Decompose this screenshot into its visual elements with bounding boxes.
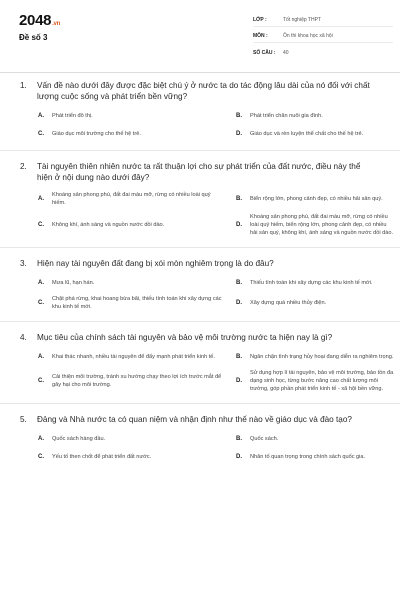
option-letter: D. (236, 378, 242, 384)
option-grid (20, 433, 380, 463)
option-grid (20, 277, 380, 311)
option-d[interactable] (236, 369, 400, 393)
question-divider (0, 247, 400, 248)
question-divider (0, 321, 400, 322)
meta-row-subject (253, 30, 393, 43)
exam-number: Đề số 3 (19, 33, 48, 42)
option-d[interactable] (236, 213, 400, 237)
option-letter: B. (236, 354, 242, 360)
option-c[interactable] (38, 451, 236, 463)
meta-label: SỐ CÂU : (253, 49, 276, 56)
option-grid (20, 191, 394, 237)
option-letter: C. (38, 378, 44, 384)
option-c[interactable] (38, 128, 236, 140)
question-2 (0, 161, 400, 237)
option-text: Mưa lũ, hạn hán. (52, 280, 95, 286)
question-text: Vấn đề nào dưới đây được đặc biệt chú ý ở nước ta do tác động lâu dài của nó đối với chất lượng cuộc sống và phát triển bền vững? (37, 81, 370, 101)
option-grid (20, 351, 394, 393)
option-letter: D. (236, 222, 242, 228)
question-3 (0, 258, 400, 311)
option-text: Yếu tố then chốt để phát triển đất nước. (52, 454, 152, 460)
exam-meta (253, 14, 393, 62)
option-letter: A. (38, 354, 44, 360)
option-text: Khai thác nhanh, nhiều tài nguyên để đẩy mạnh phát triển kinh tế. (52, 354, 215, 360)
option-a[interactable] (38, 277, 236, 289)
question-stem (20, 161, 380, 183)
option-letter: B. (236, 113, 242, 119)
option-b[interactable] (236, 433, 400, 445)
option-text: Giáo dục môi trường cho thế hệ trẻ. (52, 131, 141, 137)
option-letter: D. (236, 131, 242, 137)
meta-row-class (253, 14, 393, 27)
question-5 (0, 414, 400, 463)
question-stem (20, 414, 380, 425)
site-logo[interactable] (19, 12, 60, 29)
option-letter: D. (236, 454, 242, 460)
option-text: Quốc sách hàng đầu. (52, 436, 106, 442)
question-number: 2. (20, 162, 27, 171)
option-text: Thiếu tính toán khi xây dựng các khu kinh tế mới. (250, 280, 373, 286)
option-c[interactable] (38, 369, 236, 393)
meta-label: MÔN : (253, 33, 268, 39)
option-a[interactable] (38, 191, 236, 207)
question-number: 3. (20, 259, 27, 268)
option-b[interactable] (236, 191, 400, 207)
option-c[interactable] (38, 295, 236, 311)
question-number: 5. (20, 415, 27, 424)
option-b[interactable] (236, 277, 400, 289)
question-stem (20, 332, 380, 343)
option-grid (20, 110, 380, 140)
question-number: 1. (20, 81, 27, 90)
option-letter: D. (236, 300, 242, 306)
option-text: Xây dựng quá nhiều thủy điện. (250, 300, 327, 306)
question-stem (20, 80, 380, 102)
option-text: Cải thiện môi trường, tránh xu hướng chạy theo lợi ích trước mắt để gây hại cho môi trường. (52, 374, 222, 388)
meta-value: Ôn thi khoa học xã hội (283, 33, 333, 39)
option-a[interactable] (38, 433, 236, 445)
option-d[interactable] (236, 128, 400, 140)
option-text: Nhân tố quan trọng trong chính sách quốc gia. (250, 454, 366, 460)
meta-value: Tốt nghiệp THPT (283, 17, 321, 23)
option-text: Phát triển đô thị. (52, 113, 93, 119)
option-letter: A. (38, 280, 44, 286)
question-number: 4. (20, 333, 27, 342)
meta-row-count (253, 46, 393, 59)
meta-label: LỚP : (253, 17, 267, 23)
option-c[interactable] (38, 213, 236, 237)
option-letter: B. (236, 196, 242, 202)
option-b[interactable] (236, 351, 400, 363)
question-text: Mục tiêu của chính sách tài nguyên và bảo vệ môi trường nước ta hiện nay là gì? (37, 333, 333, 342)
question-text: Đảng và Nhà nước ta có quan niệm và nhận định như thế nào về giáo dục và đào tạo? (37, 415, 352, 424)
question-1 (0, 80, 400, 140)
question-list (0, 80, 400, 463)
option-text: Khoáng sản phong phú, đất đai màu mỡ, rừng có nhiều loài quý hiếm. (52, 192, 211, 206)
option-letter: C. (38, 222, 44, 228)
option-letter: C. (38, 454, 44, 460)
option-letter: A. (38, 113, 44, 119)
logo-text: 2048 (19, 12, 52, 29)
option-d[interactable] (236, 295, 400, 311)
option-text: Ngăn chặn tình trạng hủy hoại đang diễn ra nghiêm trọng. (250, 354, 394, 360)
option-letter: C. (38, 300, 44, 306)
question-divider (0, 403, 400, 404)
question-text: Hiện nay tài nguyên đất đang bị xói mòn nghiêm trọng là do đâu? (37, 259, 274, 268)
option-text: Không khí, ánh sáng và nguồn nước dồi dào. (52, 222, 165, 228)
header-divider (0, 72, 400, 73)
question-text: Tài nguyên thiên nhiên nước ta rất thuận lợi cho sự phát triển của đất nước, điều này thể hiện ở nội dung nào dưới đây? (37, 162, 361, 182)
option-text: Biển rộng lớn, phong cảnh đẹp, có nhiều hải sản quý. (250, 196, 383, 202)
option-text: Quốc sách. (250, 436, 279, 442)
logo-tld: .vn (52, 21, 60, 27)
option-text: Phát triển chăn nuôi gia đình. (250, 113, 323, 119)
option-text: Giáo dục và rèn luyện thể chất cho thế hệ trẻ. (250, 131, 364, 137)
question-stem (20, 258, 380, 269)
option-a[interactable] (38, 110, 236, 122)
page-header (0, 0, 400, 72)
option-letter: B. (236, 436, 242, 442)
option-text: Khoáng sản phong phú, đất đai màu mỡ, rừng có nhiều loài quý hiếm, biển rộng lớn, phong cảnh đẹp, có nhiều hải sản quý, không khí, ánh sáng và nguồn nước dồi dào. (250, 214, 394, 236)
meta-value: 40 (283, 49, 289, 56)
option-letter: C. (38, 131, 44, 137)
question-4 (0, 332, 400, 393)
option-letter: B. (236, 280, 242, 286)
option-text: Chặt phá rừng, khai hoang bừa bãi, thiếu tính toán khi xây dựng các khu kinh tế mới. (52, 296, 222, 310)
option-letter: A. (38, 436, 44, 442)
option-letter: A. (38, 196, 44, 202)
question-divider (0, 150, 400, 151)
option-b[interactable] (236, 110, 400, 122)
option-d[interactable] (236, 451, 400, 463)
option-a[interactable] (38, 351, 236, 363)
option-text: Sử dụng hợp lí tài nguyên, bảo vệ môi trường, bảo tồn đa dạng sinh học, từng bước nâng cao chất lượng môi trường, góp phần phát triển kinh tế - xã hội bền vững. (250, 370, 394, 392)
